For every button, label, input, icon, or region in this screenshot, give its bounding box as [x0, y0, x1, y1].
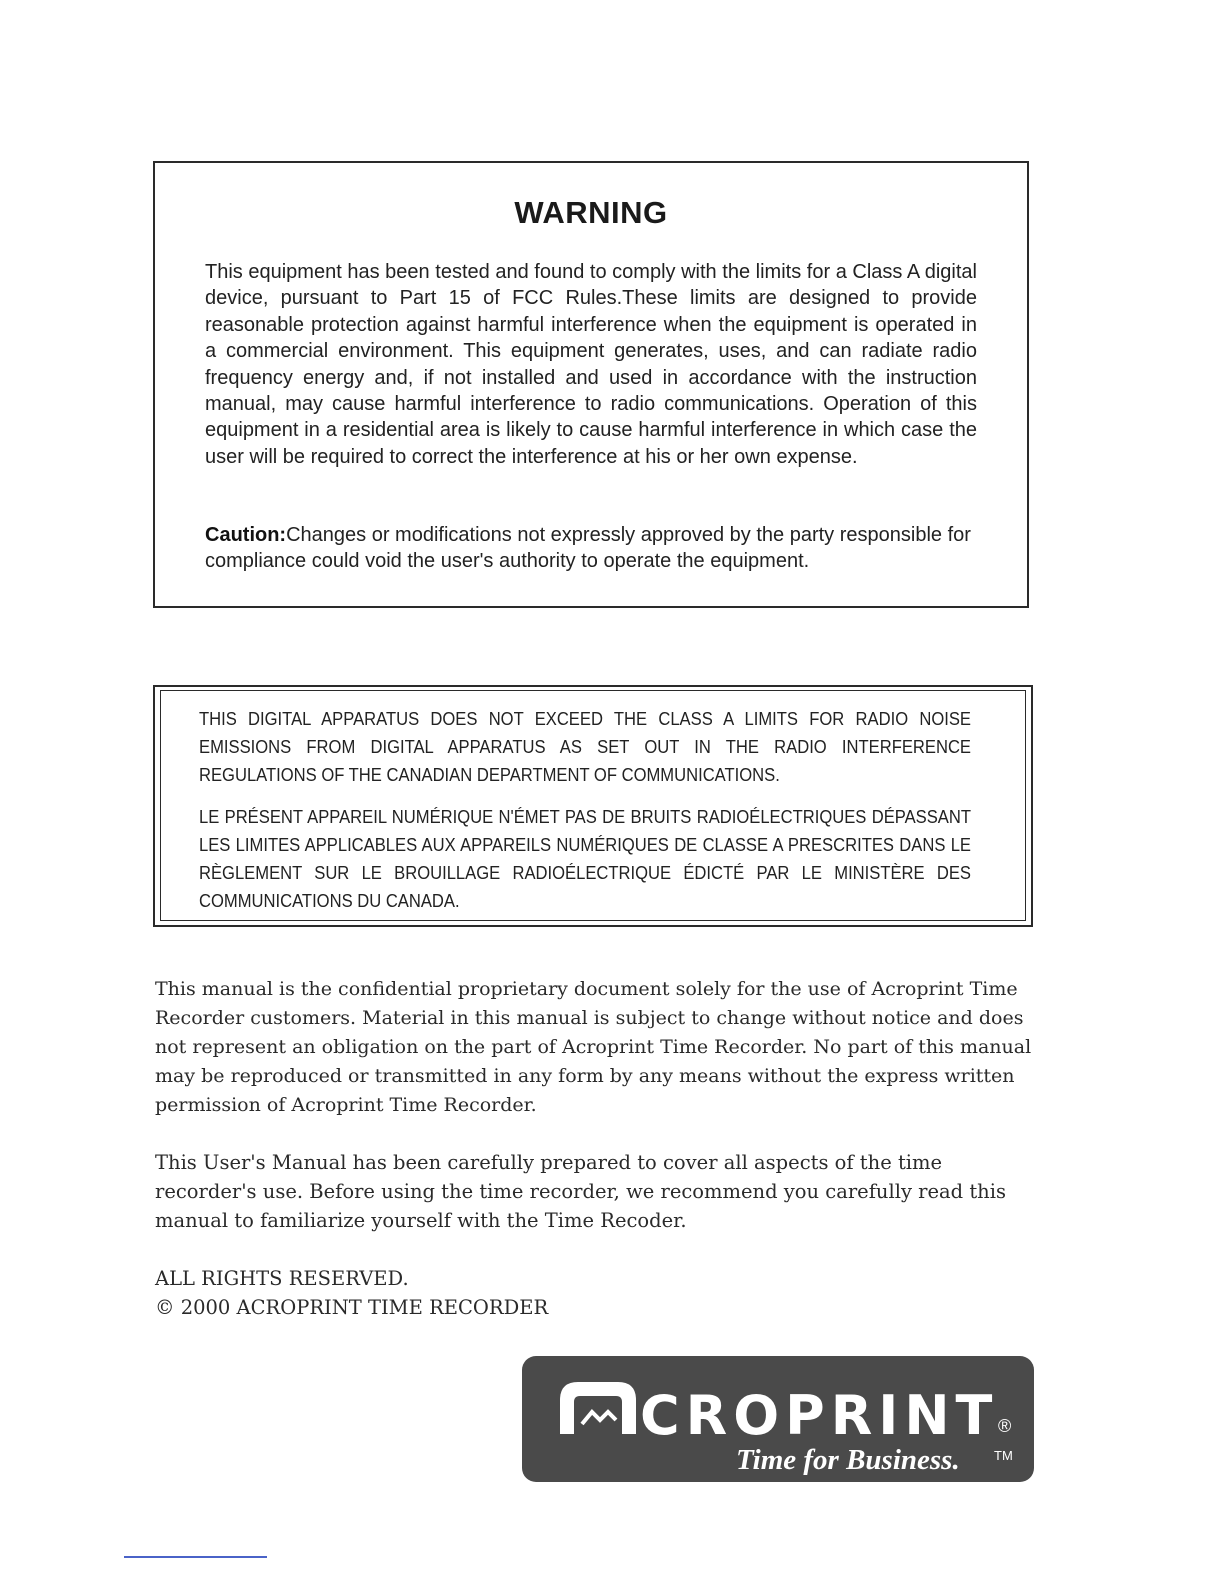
caution-label: Caution:	[205, 524, 287, 546]
warning-body: This equipment has been tested and found to comply with the limits for a Class A digital device, pursuant to Part 15 of FCC Rules.These limits are designed to provide reasonable protection against harmful interference when the equipment is operated in a commercial environment. This equipment generates, uses, and can radiate radio frequency energy and, if not installed and used in accordance with the instruction manual, may cause harmful interference to radio communications. Operation of this equipment in a residential area is likely to cause harmful interference in which case the user will be required to correct the interference at his or her own expense.	[205, 261, 977, 468]
rights-reserved: ALL RIGHTS RESERVED.	[155, 1267, 409, 1290]
rights-block	[155, 1264, 1035, 1322]
confidential-notice: This manual is the confidential proprietary document solely for the use of Acroprint Time Recorder customers. Material in this manual is subject to change without notice and does not represent an obligation on the part of Acroprint Time Recorder. No part of this manual may be reproduced or transmitted in any form by any means without the express written permission of Acroprint Time Recorder.	[155, 978, 1032, 1116]
copyright: © 2000 ACROPRINT TIME RECORDER	[155, 1296, 549, 1319]
logo-trademark: TM	[994, 1448, 1013, 1463]
footer-rule	[124, 1556, 267, 1558]
logo-tagline: Time for Business.	[736, 1444, 960, 1476]
caution-text: Changes or modifications not expressly approved by the party responsible for compliance could void the user's authority to operate the equipment.	[205, 524, 971, 573]
logo-registered: ®	[998, 1416, 1012, 1436]
canada-notice-english: THIS DIGITAL APPARATUS DOES NOT EXCEED THE CLASS A LIMITS FOR RADIO NOISE EMISSIONS FROM DIGITAL APPARATUS AS SET OUT IN THE RADIO INTERFERENCE REGULATIONS OF THE CANADIAN DEPARTMENT OF COMMUNICATIONS.	[199, 708, 971, 786]
canada-notice-french: LE PRÉSENT APPAREIL NUMÉRIQUE N'ÉMET PAS DE BRUITS RADIOÉLECTRIQUES DÉPASSANT LES LIMITES APPLICABLES AUX APPAREILS NUMÉRIQUES DE CLASSE A PRESCRITES DANS LE RÈGLEMENT SUR LE BROUILLAGE RADIOÉLECTRIQUE ÉDICTÉ PAR LE MINISTÈRE DES COMMUNICATIONS DU CANADA.	[199, 806, 971, 912]
fcc-warning-box	[153, 161, 1029, 608]
warning-title: WARNING	[514, 195, 668, 230]
logo-brand: CROPRINT	[640, 1384, 999, 1447]
canada-notice-box	[153, 685, 1033, 927]
users-manual-notice: This User's Manual has been carefully prepared to cover all aspects of the time recorder's use. Before using the time recorder, we recommend you carefully read this manual to familiarize yourself with the Time Recoder.	[155, 1151, 1006, 1232]
acroprint-logo	[520, 1354, 1036, 1484]
caution-paragraph	[205, 522, 977, 575]
